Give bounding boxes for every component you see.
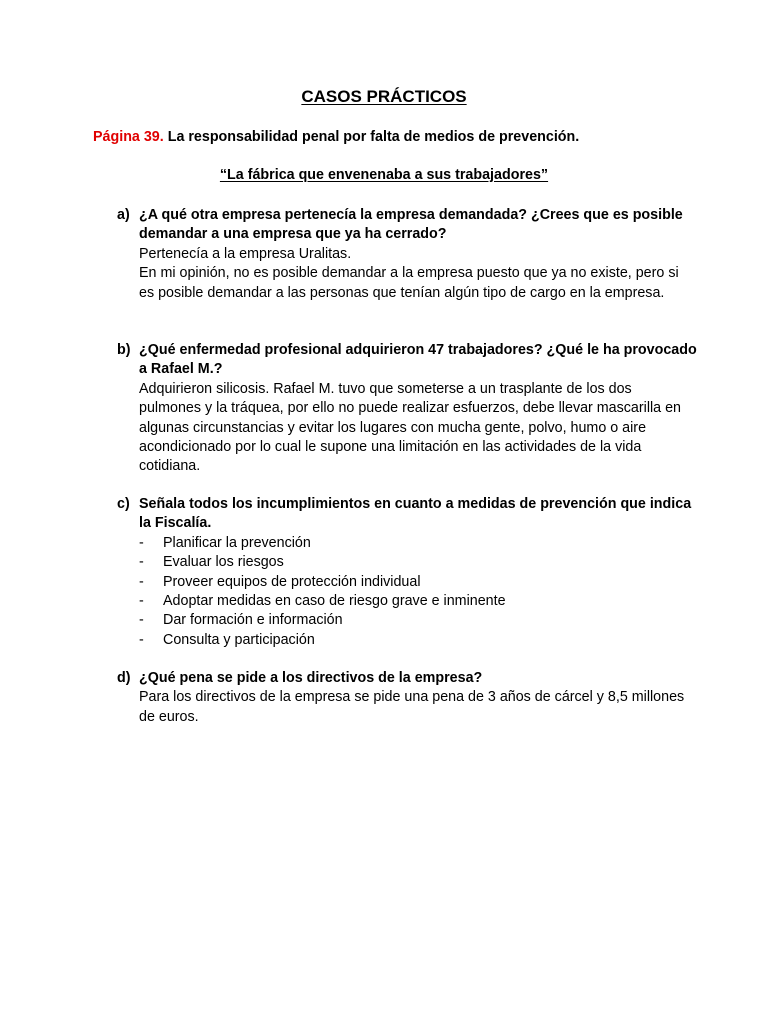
list-item-text: Planificar la prevención — [163, 534, 311, 551]
list-item-text: Adoptar medidas en caso de riesgo grave e inminente — [163, 593, 506, 610]
question-block-a — [117, 206, 697, 303]
dash-bullet: - — [139, 534, 144, 551]
question-letter: b) — [117, 342, 131, 358]
answer-text: En mi opinión, no es posible demandar a la empresa puesto que ya no existe, pero si es posible demandar a las personas que tenían algún tipo de cargo en la empresa. — [139, 265, 679, 301]
list-item — [117, 573, 697, 592]
breach-list — [117, 534, 697, 650]
list-item — [117, 553, 697, 572]
dash-bullet: - — [139, 593, 144, 610]
list-item — [117, 534, 697, 553]
dash-bullet: - — [139, 554, 144, 571]
question-block-d — [117, 669, 697, 727]
question-letter: d) — [117, 670, 131, 686]
question-text: ¿A qué otra empresa pertenecía la empresa demandada? ¿Crees que es posible demandar a una empresa que ya ha cerrado? — [139, 207, 683, 243]
list-item-text: Evaluar los riesgos — [163, 554, 284, 571]
question-block-b — [117, 341, 697, 477]
list-item-text: Proveer equipos de protección individual — [163, 573, 421, 590]
dash-bullet: - — [139, 612, 144, 629]
question-letter: a) — [117, 207, 130, 223]
subject-text: La responsabilidad penal por falta de medios de prevención. — [163, 129, 580, 145]
page-reference: Página 39. — [93, 129, 164, 145]
page-title: CASOS PRÁCTICOS — [301, 87, 467, 106]
list-item-text: Consulta y participación — [163, 631, 315, 648]
list-item — [117, 611, 697, 630]
list-item — [117, 592, 697, 611]
answer-text: Para los directivos de la empresa se pide una pena de 3 años de cárcel y 8,5 millones de euros. — [139, 689, 685, 725]
list-item-text: Dar formación e información — [163, 612, 343, 629]
answer-text: Pertenecía a la empresa Uralitas. — [139, 245, 352, 262]
question-text: Señala todos los incumplimientos en cuanto a medidas de prevención que indica la Fiscalía. — [139, 496, 692, 532]
question-block-c — [117, 495, 697, 650]
case-title: “La fábrica que envenenaba a sus trabajadores” — [219, 167, 549, 183]
question-letter: c) — [117, 496, 130, 512]
question-text: ¿Qué enfermedad profesional adquirieron 47 trabajadores? ¿Qué le ha provocado a Rafael M.? — [139, 342, 697, 378]
subject-line — [93, 128, 579, 147]
list-item — [117, 631, 697, 650]
dash-bullet: - — [139, 631, 144, 648]
answer-text: Adquirieron silicosis. Rafael M. tuvo que someterse a un trasplante de los dos pulmones y la tráquea, por ello no puede realizar esfuerzos, debe llevar mascarilla en algunas circunstancias y evitar los lugares con mucha gente, polvo, humo o aire acondicionado por lo cual le supone una limitación en las actividades de la vida cotidiana. — [139, 380, 681, 475]
question-text: ¿Qué pena se pide a los directivos de la empresa? — [139, 670, 483, 686]
dash-bullet: - — [139, 573, 144, 590]
